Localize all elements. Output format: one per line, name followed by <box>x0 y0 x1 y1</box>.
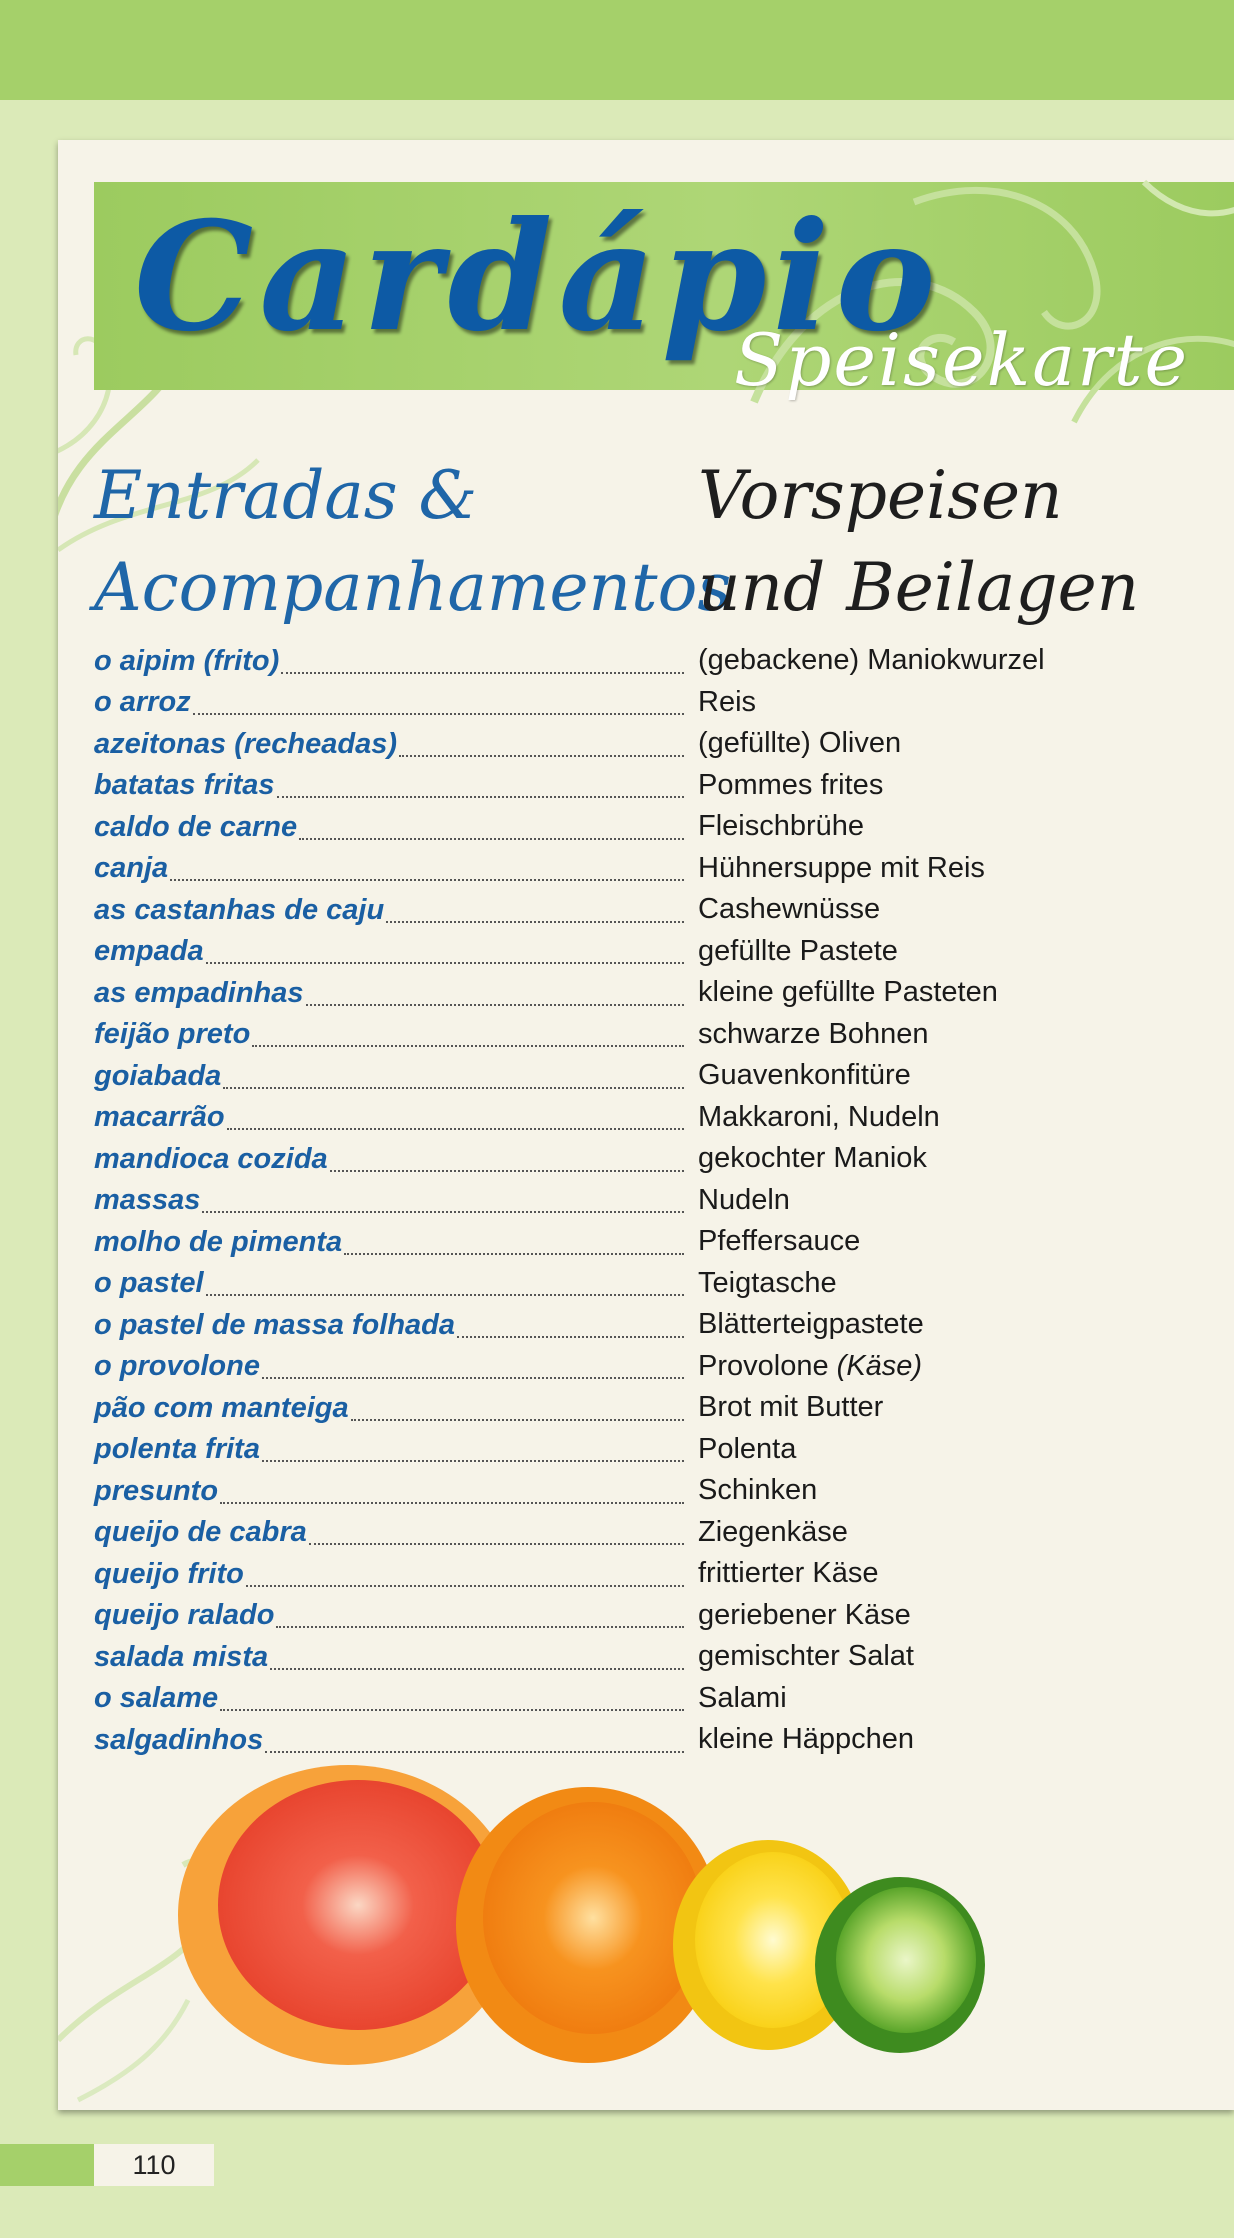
section-heading-de-line1: Vorspeisen <box>698 457 1063 534</box>
item-portuguese: as empadinhas <box>94 976 304 1009</box>
menu-row <box>94 1097 1234 1139</box>
item-german: Polenta <box>698 1432 797 1465</box>
item-german: gekochter Maniok <box>698 1142 927 1174</box>
orange-flesh <box>483 1802 703 2034</box>
dotted-leader <box>399 752 684 757</box>
item-german: Pommes frites <box>698 768 884 801</box>
page-number-box <box>94 2144 214 2186</box>
item-german: frittierter Käse <box>698 1557 879 1589</box>
menu-row <box>94 972 1234 1014</box>
section-heading-pt-line1: Entradas & <box>94 457 478 534</box>
dotted-leader <box>206 959 684 964</box>
dotted-leader <box>193 710 684 715</box>
dotted-leader <box>262 1374 684 1379</box>
item-german: kleine Häppchen <box>698 1723 915 1755</box>
dotted-leader <box>202 1208 684 1213</box>
section-heading-pt-line2: Acompanhamentos <box>94 549 732 626</box>
item-portuguese: queijo frito <box>94 1557 244 1590</box>
menu-row <box>94 1636 1234 1678</box>
menu-item-list <box>94 640 1234 1761</box>
menu-row <box>94 1429 1234 1471</box>
title-banner <box>94 182 1234 402</box>
dotted-leader <box>252 1042 684 1047</box>
menu-row <box>94 1180 1234 1222</box>
item-german: Blätterteigpastete <box>698 1308 924 1340</box>
item-german: Teigtasche <box>698 1266 837 1299</box>
item-portuguese: o pastel <box>94 1267 204 1299</box>
menu-row <box>94 848 1234 890</box>
menu-row <box>94 765 1234 807</box>
menu-row <box>94 1553 1234 1595</box>
item-portuguese: massas <box>94 1184 201 1216</box>
menu-row <box>94 806 1234 848</box>
item-portuguese: as castanhas de caju <box>94 893 385 926</box>
menu-row <box>94 931 1234 973</box>
item-german: (gebackene) Maniokwurzel <box>698 644 1045 676</box>
item-german: Nudeln <box>698 1183 790 1216</box>
page-title: Cardápio <box>134 189 942 365</box>
item-portuguese: o provolone <box>94 1350 260 1382</box>
item-portuguese: feijão preto <box>94 1018 251 1050</box>
dotted-leader <box>170 876 684 881</box>
item-german: Pfeffersauce <box>698 1225 861 1257</box>
item-portuguese: caldo de carne <box>94 810 298 843</box>
item-portuguese: goiabada <box>94 1059 222 1092</box>
item-german: gemischter Salat <box>698 1640 914 1672</box>
menu-row <box>94 1387 1234 1429</box>
menu-row <box>94 1014 1234 1056</box>
item-portuguese: molho de pimenta <box>94 1225 343 1258</box>
item-portuguese: batatas fritas <box>94 769 275 801</box>
menu-card <box>58 140 1234 2110</box>
dotted-leader <box>344 1250 684 1255</box>
item-portuguese: empada <box>94 935 204 967</box>
page-tab-accent <box>0 2144 94 2186</box>
item-portuguese: o arroz <box>94 686 191 718</box>
menu-row <box>94 1346 1234 1388</box>
item-portuguese: presunto <box>94 1474 219 1507</box>
section-heading-german <box>698 450 1218 634</box>
dotted-leader <box>246 1582 684 1587</box>
dotted-leader <box>457 1333 684 1338</box>
item-german: Provolone (Käse) <box>698 1349 923 1382</box>
menu-row <box>94 1263 1234 1305</box>
item-portuguese: queijo ralado <box>94 1599 275 1631</box>
dotted-leader <box>299 835 684 840</box>
dotted-leader <box>227 1125 684 1130</box>
item-german-note: (Käse) <box>836 1349 923 1382</box>
item-portuguese: salgadinhos <box>94 1723 264 1756</box>
section-heading-portuguese <box>94 450 732 634</box>
item-german: Reis <box>698 685 757 718</box>
section-heading-de-line2: und Beilagen <box>698 549 1140 626</box>
item-german: kleine gefüllte Pasteten <box>698 976 998 1008</box>
dotted-leader <box>386 918 684 923</box>
item-portuguese: o pastel de massa folhada <box>94 1308 456 1341</box>
item-portuguese: o salame <box>94 1682 219 1714</box>
item-german: Ziegenkäse <box>698 1515 848 1548</box>
menu-row <box>94 1138 1234 1180</box>
dotted-leader <box>262 1457 684 1462</box>
top-green-band <box>0 0 1234 100</box>
dotted-leader <box>276 1623 684 1628</box>
item-german: Salami <box>698 1681 787 1714</box>
item-german: Cashewnüsse <box>698 893 881 925</box>
dotted-leader <box>220 1706 684 1711</box>
item-german: (gefüllte) Oliven <box>698 727 902 759</box>
item-german: Guavenkonfitüre <box>698 1059 911 1091</box>
menu-row <box>94 1470 1234 1512</box>
menu-row <box>94 640 1234 682</box>
menu-row <box>94 1304 1234 1346</box>
item-portuguese: pão com manteiga <box>94 1391 349 1424</box>
dotted-leader <box>306 1001 684 1006</box>
dotted-leader <box>270 1665 684 1670</box>
menu-row <box>94 1595 1234 1637</box>
menu-row <box>94 889 1234 931</box>
menu-row <box>94 682 1234 724</box>
item-german: Makkaroni, Nudeln <box>698 1100 940 1133</box>
item-portuguese: azeitonas (recheadas) <box>94 727 398 760</box>
item-portuguese: canja <box>94 852 169 884</box>
menu-row <box>94 1221 1234 1263</box>
item-portuguese: salada mista <box>94 1640 269 1673</box>
page-subtitle: Speisekarte <box>734 318 1190 402</box>
item-german: Hühnersuppe mit Reis <box>698 851 985 884</box>
page-number: 110 <box>132 2149 176 2180</box>
item-portuguese: macarrão <box>94 1101 225 1133</box>
item-german: Fleischbrühe <box>698 810 865 842</box>
citrus-fruit-illustration <box>58 1740 1234 2110</box>
dotted-leader <box>220 1499 684 1504</box>
item-german: gefüllte Pastete <box>698 934 898 967</box>
item-german: geriebener Käse <box>698 1598 911 1631</box>
dotted-leader <box>309 1540 684 1545</box>
dotted-leader <box>223 1084 684 1089</box>
menu-row <box>94 1055 1234 1097</box>
item-german: Schinken <box>698 1474 818 1506</box>
item-portuguese: mandioca cozida <box>94 1142 328 1175</box>
item-german: schwarze Bohnen <box>698 1017 929 1050</box>
dotted-leader <box>351 1416 684 1421</box>
item-portuguese: o aipim (frito) <box>94 644 280 677</box>
lime-flesh <box>836 1887 976 2033</box>
item-portuguese: queijo de cabra <box>94 1516 307 1548</box>
dotted-leader <box>277 793 684 798</box>
menu-row <box>94 1512 1234 1554</box>
dotted-leader <box>330 1167 684 1172</box>
grapefruit-flesh <box>218 1780 498 2030</box>
menu-row <box>94 723 1234 765</box>
dotted-leader <box>206 1291 684 1296</box>
item-portuguese: polenta frita <box>94 1433 260 1465</box>
item-german: Brot mit Butter <box>698 1391 884 1423</box>
dotted-leader <box>281 669 684 674</box>
menu-row <box>94 1678 1234 1720</box>
